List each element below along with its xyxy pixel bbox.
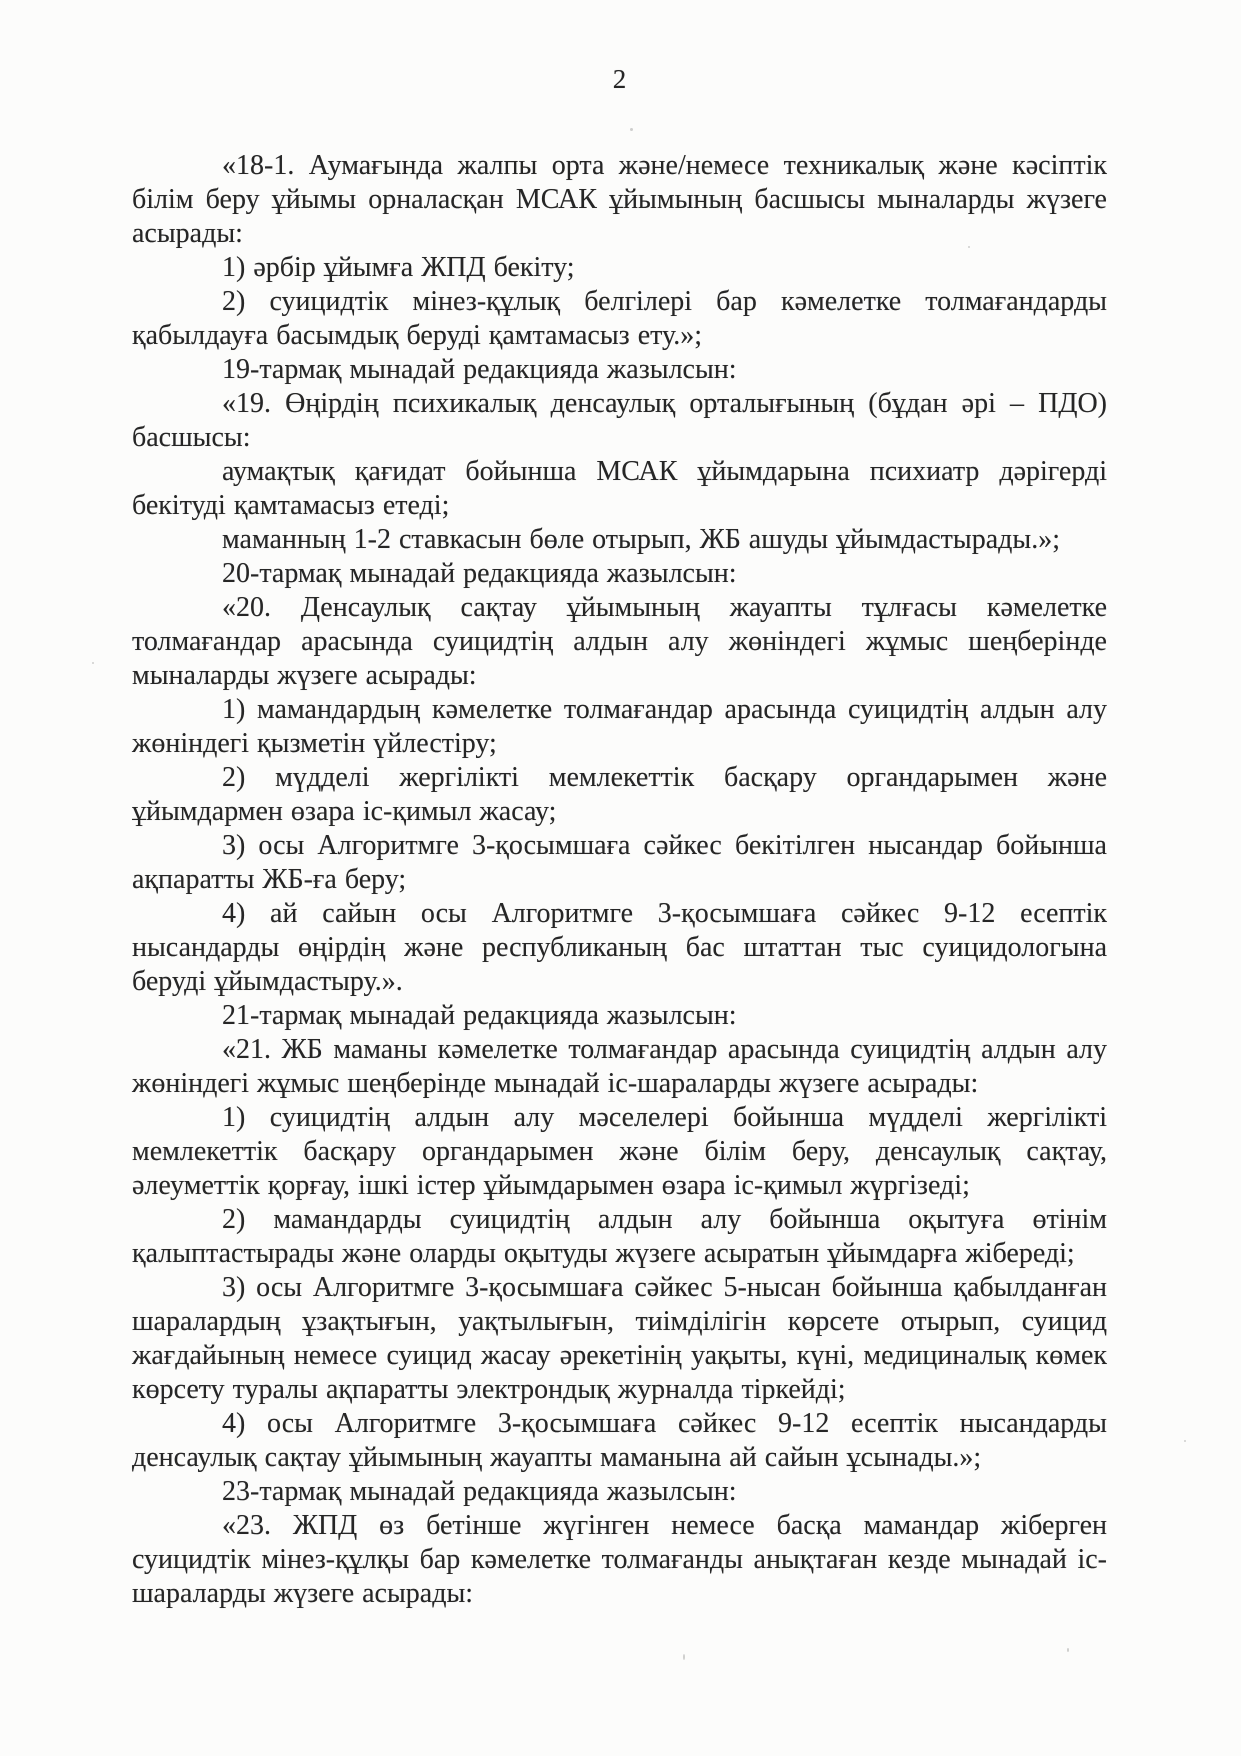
paragraph: маманның 1-2 ставкасын бөле отырып, ЖБ ашуды ұйымдастырады.»; (222, 524, 1060, 555)
paragraph: 2) мамандарды суицидтің алдын алу бойынша оқытуға өтінім қалыптастырады және оларды оқытуды жүзеге асыратын ұйымдарға жібереді; (132, 1204, 1107, 1269)
paragraph: 1) суицидтің алдын алу мәселелері бойынша мүдделі жергілікті мемлекеттік басқару органдарымен және білім беру, денсаулық сақтау, әлеуметтік қорғау, ішкі істер ұйымдарымен өзара іс-қимыл жүргізеді; (132, 1102, 1107, 1201)
paragraph: 21-тармақ мынадай редакцияда жазылсын: (222, 1000, 737, 1031)
document-text (132, 149, 1107, 1611)
paragraph: «21. ЖБ маманы кәмелетке толмағандар арасында суицидтің алдын алу жөніндегі жұмыс шеңберінде мынадай іс-шараларды жүзеге асырады: (132, 1034, 1107, 1099)
paragraph: аумақтық қағидат бойынша МСАК ұйымдарына психиатр дәрігерді бекітуді қамтамасыз етеді; (132, 456, 1107, 521)
page-number: 2 (612, 64, 627, 94)
paragraph: 2) мүдделі жергілікті мемлекеттік басқару органдарымен және ұйымдармен өзара іс-қимыл жасау; (132, 762, 1107, 827)
paragraph: 1) әрбір ұйымға ЖПД бекіту; (222, 252, 575, 283)
paragraph: 4) осы Алгоритмге 3-қосымшаға сәйкес 9-12 есептік нысандарды денсаулық сақтау ұйымының жауапты маманына ай сайын ұсынады.»; (132, 1408, 1107, 1473)
scan-speck (683, 1654, 685, 1660)
scan-speck (630, 128, 633, 131)
paragraph: 1) мамандардың кәмелетке толмағандар арасында суицидтің алдын алу жөніндегі қызметін үйлестіру; (132, 694, 1107, 759)
paragraph: «23. ЖПД өз бетінше жүгінген немесе басқа мамандар жіберген суицидтік мінез-құлқы бар кәмелетке толмағанды анықтаған кезде мынадай іс-шараларды жүзеге асырады: (132, 1510, 1107, 1609)
paragraph: 4) ай сайын осы Алгоритмге 3-қосымшаға сәйкес 9-12 есептік нысандарды өңірдің және республиканың бас штаттан тыс суицидологына беруді ұйымдастыру.». (132, 898, 1107, 997)
paragraph: 2) суицидтік мінез-құлық белгілері бар кәмелетке толмағандарды қабылдауға басымдық беруді қамтамасыз ету.»; (132, 286, 1107, 351)
scan-speck (92, 662, 94, 664)
scan-speck (1067, 1648, 1069, 1652)
scan-speck (968, 246, 970, 248)
paragraph: «19. Өңірдің психикалық денсаулық орталығының (бұдан әрі – ПДО) басшысы: (132, 388, 1107, 453)
paragraph: «18-1. Аумағында жалпы орта және/немесе техникалық және кәсіптік білім беру ұйымы орналасқан МСАК ұйымының басшысы мыналарды жүзеге асырады: (132, 150, 1107, 249)
paragraph: 3) осы Алгоритмге 3-қосымшаға сәйкес 5-нысан бойынша қабылданған шаралардың ұзақтығын, уақтылығын, тиімділігін көрсете отырып, суицид жағдайының немесе суицид жасау әрекетінің уақыты, күні, медициналық көмек көрсету туралы ақпаратты электрондық журналда тіркейді; (132, 1272, 1107, 1405)
paragraph: 3) осы Алгоритмге 3-қосымшаға сәйкес бекітілген нысандар бойынша ақпаратты ЖБ-ға беру; (132, 830, 1107, 895)
scan-speck (1184, 1440, 1186, 1442)
paragraph: 19-тармақ мынадай редакцияда жазылсын: (222, 354, 737, 385)
paragraph: 20-тармақ мынадай редакцияда жазылсын: (222, 558, 737, 589)
paragraph: 23-тармақ мынадай редакцияда жазылсын: (222, 1476, 737, 1507)
paragraph: «20. Денсаулық сақтау ұйымының жауапты тұлғасы кәмелетке толмағандар арасында суицидтің алдын алу жөніндегі жұмыс шеңберінде мыналарды жүзеге асырады: (132, 592, 1107, 691)
